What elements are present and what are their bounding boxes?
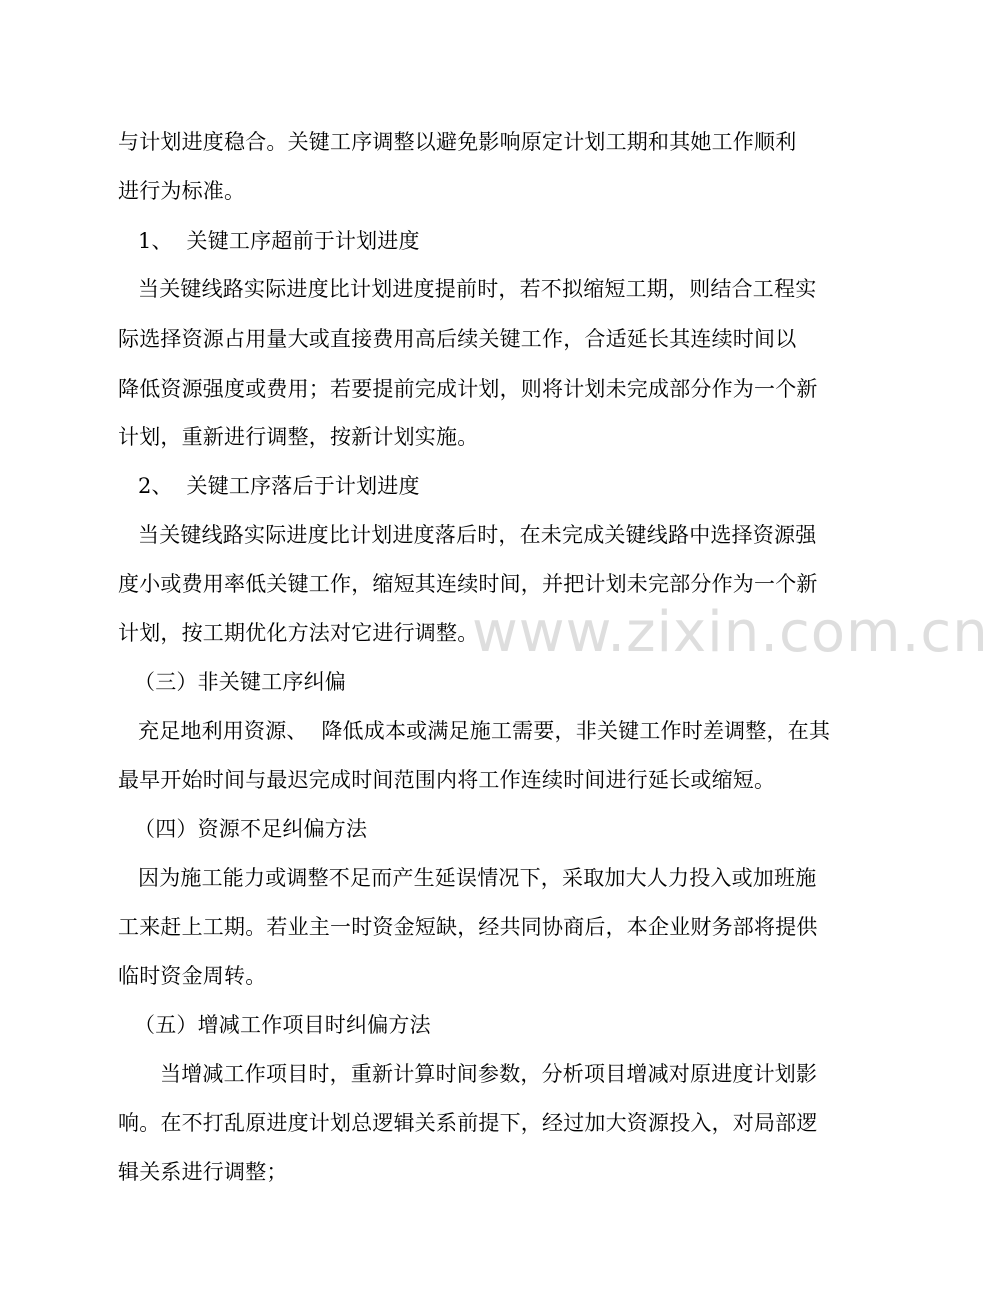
paragraph-line: 进行为标准。 — [118, 179, 246, 203]
paragraph-line: 最早开始时间与最迟完成时间范围内将工作连续时间进行延长或缩短。 — [118, 768, 776, 792]
section-heading: （三）非关键工序纠偏 — [134, 670, 346, 694]
paragraph-line: 计划，按工期优化方法对它进行调整。 — [118, 621, 479, 645]
section-heading: （五）增减工作项目时纠偏方法 — [134, 1013, 431, 1037]
paragraph-line: 与计划进度稳合。关键工序调整以避免影响原定计划工期和其她工作顺利 — [118, 130, 797, 154]
paragraph-line: 工来赶上工期。若业主一时资金短缺，经共同协商后，本企业财务部将提供 — [118, 915, 818, 939]
section-heading: 1、 关键工序超前于计划进度 — [138, 229, 420, 253]
paragraph-line: 因为施工能力或调整不足而产生延误情况下，采取加大人力投入或加班施 — [138, 866, 817, 890]
paragraph-line: 计划，重新进行调整，按新计划实施。 — [118, 425, 479, 449]
paragraph-line: 降低资源强度或费用；若要提前完成计划，则将计划未完成部分作为一个新 — [118, 377, 818, 401]
watermark: www.zixin.com.cn — [472, 600, 989, 665]
paragraph-line: 当关键线路实际进度比计划进度落后时，在未完成关键线路中选择资源强 — [138, 523, 817, 547]
section-heading: （四）资源不足纠偏方法 — [134, 817, 368, 841]
paragraph-line: 当增减工作项目时，重新计算时间参数，分析项目增减对原进度计划影 — [160, 1062, 818, 1086]
paragraph-line: 临时资金周转。 — [118, 964, 267, 988]
paragraph-line: 响。在不打乱原进度计划总逻辑关系前提下，经过加大资源投入，对局部逻 — [118, 1111, 818, 1135]
paragraph-line: 度小或费用率低关键工作，缩短其连续时间，并把计划未完部分作为一个新 — [118, 572, 818, 596]
paragraph-line: 当关键线路实际进度比计划进度提前时，若不拟缩短工期，则结合工程实 — [138, 277, 817, 301]
paragraph-line: 辑关系进行调整； — [118, 1160, 288, 1184]
paragraph-line: 充足地利用资源、 降低成本或满足施工需要，非关键工作时差调整，在其 — [138, 719, 831, 743]
paragraph-line: 际选择资源占用量大或直接费用高后续关键工作，合适延长其连续时间以 — [118, 327, 797, 351]
section-heading: 2、 关键工序落后于计划进度 — [138, 474, 420, 498]
